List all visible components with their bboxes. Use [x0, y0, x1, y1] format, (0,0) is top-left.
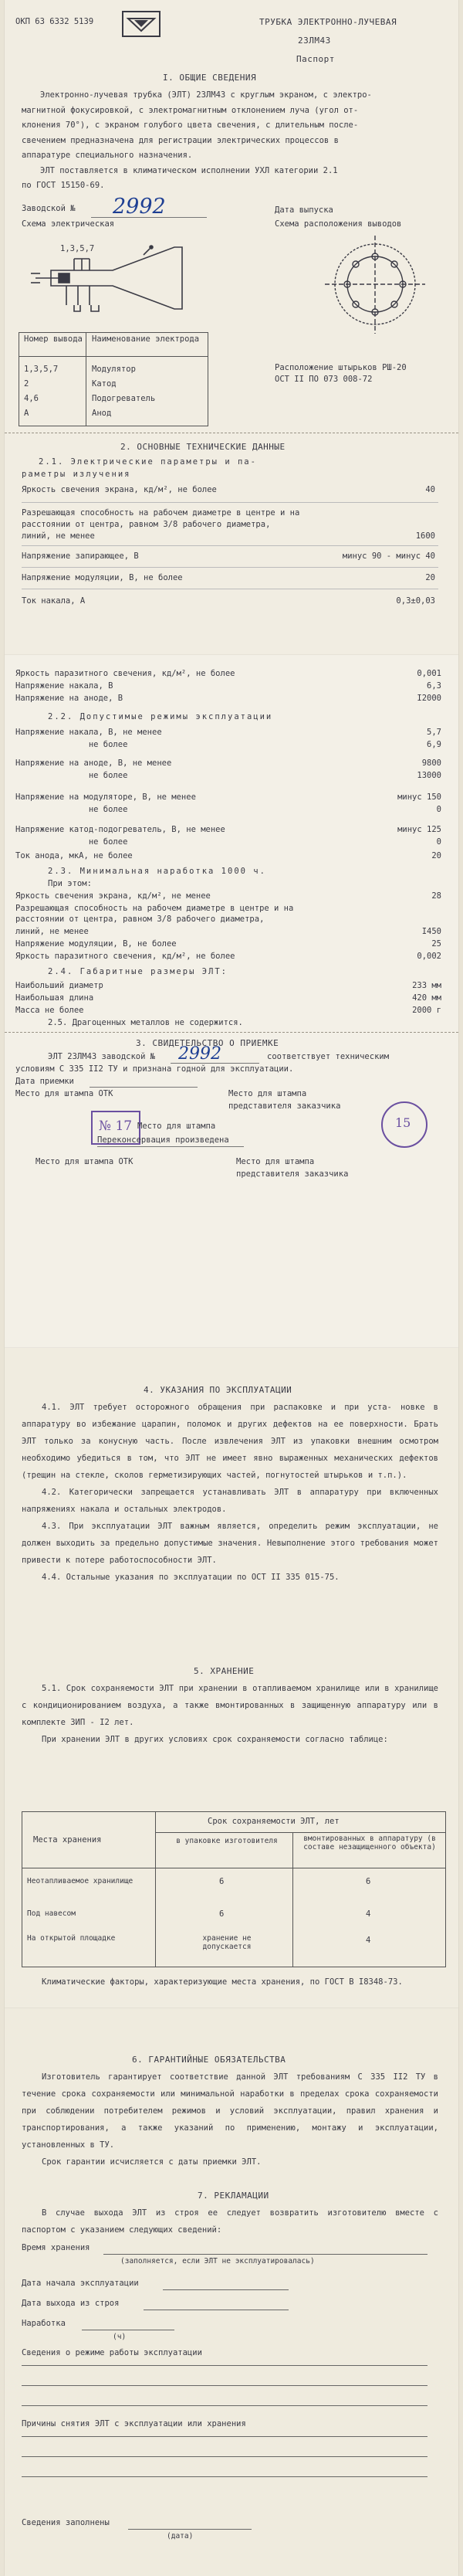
param-value: 20 — [425, 573, 435, 582]
dim-label: Наибольший диаметр — [15, 981, 103, 990]
customer-stamp-place-3: Место для штампа — [236, 1157, 315, 1166]
table-cell: 6 — [366, 1877, 371, 1886]
param-label: Напряжение накала, В — [15, 681, 113, 691]
passport-page-3 — [5, 1348, 458, 2008]
intro-line: магнитной фокусировкой, с электромагнитным отклонением луча (угол от- — [22, 105, 359, 115]
section-1-heading: I. ОБЩИЕ СВЕДЕНИЯ — [163, 73, 257, 83]
table-row: Под навесом — [27, 1909, 76, 1918]
param-label: Яркость свечения экрана, кд/м², не более — [22, 485, 217, 494]
pin-note-2: ОСТ II ПО 073 008-72 — [275, 375, 373, 384]
limit-value: 0 — [436, 805, 441, 814]
table-row: 2 — [24, 379, 29, 389]
sub-heading-2-1: 2.1. Электрические параметры и па- — [39, 457, 257, 467]
param-value: 6,3 — [427, 681, 441, 691]
table-row: A — [24, 409, 29, 418]
runtime-label: Наработка — [22, 2319, 66, 2328]
storage-time-label: Время хранения — [22, 2243, 90, 2252]
storage-para: 5.1. Срок сохраняемости ЭЛТ при хранении в отапливаемом хранилище или в хранилище с кондиционированием воздуха, а также вмонтированных в защищенную аппаратуру или в комплекте ЗИП - I2 лет. — [22, 1684, 438, 1727]
failure-date-label: Дата выхода из строя — [22, 2299, 120, 2308]
pin-table-header-number: Номер вывода — [24, 334, 83, 344]
table-cell: 4 — [366, 1936, 371, 1945]
table-cell: 6 — [219, 1877, 225, 1886]
sub-heading-2-3: 2.3. Минимальная наработка 1000 ч. — [48, 867, 266, 876]
limit-value: 9800 — [421, 759, 441, 768]
dim-label: Масса не более — [15, 1006, 84, 1015]
param-value: минус 90 - минус 40 — [342, 552, 435, 561]
param-label: Напряжение модуляции, В, не более — [22, 573, 183, 582]
table-row: Катод — [92, 379, 117, 389]
param-value: 0,001 — [417, 669, 441, 678]
limit-label: не более — [15, 771, 128, 780]
limit-label: Напряжение накала, В, не менее — [15, 728, 162, 737]
limit-value: 5,7 — [427, 728, 441, 737]
start-date-label: Дата начала эксплуатации — [22, 2279, 139, 2288]
customer-stamp-place-2: представителя заказчика — [228, 1101, 341, 1111]
pins-label: 1,3,5,7 — [60, 244, 95, 253]
life-label: Разрешающая способность на рабочем диаметре в центре и на — [15, 904, 294, 913]
section-3-heading: 3. СВИДЕТЕЛЬСТВО О ПРИЕМКЕ — [136, 1038, 279, 1048]
acceptance-line1-a: ЭЛТ 23ЛМ43 заводской № — [48, 1052, 156, 1061]
sub-heading-2-2: 2.2. Допустимые режимы эксплуатации — [48, 712, 273, 721]
life-value: I450 — [421, 927, 441, 936]
customer-round-stamp — [381, 1101, 428, 1148]
operation-para: 4.3. При эксплуатации ЭЛТ важным является, определить режим эксплуатации, не должен выходить за предельно допустимые значения. Невыполнение этого требования может привести к потере работоспособности ЭЛТ. — [22, 1522, 438, 1565]
intro-text — [22, 88, 372, 194]
table-cell: хранение не допускается — [202, 1934, 252, 1951]
param-label: Напряжение запирающее, В — [22, 552, 139, 561]
storage-time-field[interactable] — [103, 2254, 428, 2255]
mode-info-field-2[interactable] — [22, 2385, 428, 2386]
dim-label: Наибольшая длина — [15, 993, 94, 1003]
param-label: линий, не менее — [22, 531, 95, 541]
mode-info-field[interactable] — [22, 2365, 428, 2366]
runtime-unit: (ч) — [113, 2333, 127, 2341]
storage-table-header-term: Срок сохраняемости ЭЛТ, лет — [208, 1817, 340, 1826]
doc-title-line1: ТРУБКА ЭЛЕКТРОННО-ЛУЧЕВАЯ — [259, 17, 397, 27]
table-row: Неотапливаемое хранилище — [27, 1877, 133, 1885]
removal-reason-field-2[interactable] — [22, 2456, 428, 2457]
climate-footnote — [22, 1975, 438, 1989]
removal-reason-field[interactable] — [22, 2436, 428, 2437]
intro-line: по ГОСТ 15150-69. — [22, 181, 105, 190]
passport-page-4 — [5, 2008, 458, 2576]
customer-stamp-number: 15 — [395, 1115, 411, 1130]
limit-value: 20 — [431, 851, 441, 860]
acceptance-line1-b: соответствует техническим — [267, 1052, 390, 1061]
intro-line: аппаратуре специального назначения. — [22, 151, 193, 160]
dim-value: 420 мм — [412, 993, 441, 1003]
section-4-text — [22, 1399, 438, 1586]
okp-code: ОКП 63 6332 5139 — [15, 17, 94, 26]
table-row: На открытой площадке — [27, 1934, 116, 1943]
intro-line: Электронно-лучевая трубка (ЭЛТ) 23ЛМ43 с круглым экраном, с электро- — [40, 90, 372, 100]
sub-heading-2-1-cont: раметры излучения — [22, 470, 131, 479]
section-6-text — [22, 2069, 438, 2170]
removal-reason-field-3[interactable] — [22, 2476, 428, 2477]
limit-value: 0 — [436, 837, 441, 847]
intro-line: ЭЛТ поставляется в климатическом исполнении УХЛ категории 2.1 — [40, 165, 338, 175]
mode-info-field-3[interactable] — [22, 2405, 428, 2406]
limit-label: Напряжение катод-подогреватель, В, не менее — [15, 825, 225, 834]
table-row: 1,3,5,7 — [24, 365, 59, 374]
otk-stamp-number: № 17 — [99, 1118, 133, 1134]
filled-date-field[interactable] — [128, 2529, 252, 2530]
intro-line: свечением предназначена для регистрации электрических процессов в — [22, 135, 339, 145]
section-5-text — [22, 1680, 438, 1748]
table-row: Модулятор — [92, 365, 136, 374]
life-value: 0,002 — [417, 952, 441, 961]
param-value: 1600 — [415, 531, 435, 541]
otk-stamp-place-2: Место для штампа ОТК — [35, 1157, 133, 1166]
filled-info-label: Сведения заполнены — [22, 2518, 110, 2527]
release-date-label: Дата выпуска — [275, 205, 333, 215]
storage-table-header-place: Места хранения — [33, 1835, 102, 1845]
customer-stamp-place: Место для штампа — [228, 1089, 307, 1098]
life-label: Напряжение модуляции, В, не более — [15, 939, 177, 949]
filled-date-hint: (дата) — [167, 2532, 194, 2540]
table-row: Анод — [92, 409, 112, 418]
table-row: Подогреватель — [92, 394, 156, 403]
limit-label: Напряжение на аноде, В, не менее — [15, 759, 172, 768]
crt-schematic-diagram — [20, 232, 205, 324]
factory-logo — [122, 11, 161, 37]
param-label: Ток накала, А — [22, 596, 86, 606]
section-7-text — [22, 2204, 438, 2238]
mode-info-label: Сведения о режиме работы эксплуатации — [22, 2348, 202, 2357]
life-label: линий, не менее — [15, 927, 89, 936]
param-label: Разрешающая способность на рабочем диаметре в центре и на — [22, 508, 300, 518]
doc-type: Паспорт — [296, 54, 335, 64]
dim-value: 233 мм — [412, 981, 441, 990]
storage-table-header-pack: в упаковке изготовителя — [176, 1837, 278, 1845]
model-number: 23ЛМ43 — [298, 36, 331, 46]
table-cell: 4 — [366, 1909, 371, 1919]
pin-note-1: Расположение штырьков РШ-20 — [275, 363, 407, 372]
limit-label: не более — [15, 837, 128, 847]
section-5-heading: 5. ХРАНЕНИЕ — [194, 1666, 255, 1676]
guarantee-para: Срок гарантии исчисляется с даты приемки ЭЛТ. — [42, 2157, 262, 2167]
limit-value: минус 125 — [397, 825, 441, 834]
life-label: Яркость свечения экрана, кд/м², не менее — [15, 891, 211, 901]
footnote-text: Климатические факторы, характеризующие места хранения, по ГОСТ В I8348-73. — [42, 1977, 403, 1987]
param-value: 40 — [425, 485, 435, 494]
param-value: 0,3±0,03 — [396, 596, 435, 606]
limit-label: Ток анода, мкА, не более — [15, 851, 133, 860]
operation-para: 4.2. Категорически запрещается устанавливать ЭЛТ в аппаратуру при включенных напряжениях накала и остальных электродов. — [22, 1488, 438, 1514]
limit-label: не более — [15, 740, 128, 749]
section-4-heading: 4. УКАЗАНИЯ ПО ЭКСПЛУАТАЦИИ — [144, 1385, 292, 1395]
limit-label: Напряжение на модуляторе, В, не менее — [15, 792, 196, 802]
pin-table-numbers — [24, 362, 58, 421]
acceptance-date-label: Дата приемки — [15, 1077, 74, 1086]
limit-value: 13000 — [417, 771, 441, 780]
acceptance-line2: условиям С 335 II2 ТУ и признана годной для эксплуатации. — [15, 1064, 294, 1074]
customer-stamp-place-4: представителя заказчика — [236, 1169, 349, 1179]
sub-heading-2-4: 2.4. Габаритные размеры ЭЛТ: — [48, 967, 228, 976]
limit-value: минус 150 — [397, 792, 441, 802]
guarantee-para: Изготовитель гарантирует соответствие данной ЭЛТ требованиям С 335 II2 ТУ в течение срока сохраняемости или минимальной наработки в пределах срока сохраняемости при соблюдении потребителем режимов и условий эксплуатации, правил хранения и транспортирования, а также указаний по применению, монтажу и эксплуатации, установленных в ТУ. — [22, 2072, 438, 2150]
table-cell: 6 — [219, 1909, 225, 1919]
param-label: Напряжение на аноде, В — [15, 694, 123, 703]
claims-para: В случае выхода ЭЛТ из строя ее следует возвратить изготовителю вместе с паспортом с указанием следующих сведений: — [22, 2208, 438, 2235]
serial-handwritten: 2992 — [113, 195, 166, 219]
removal-reason-label: Причины снятия ЭЛТ с эксплуатации или хранения — [22, 2419, 246, 2428]
pin-layout-diagram — [317, 232, 433, 340]
pinout-label: Схема расположения выводов — [275, 219, 402, 229]
storage-table — [22, 1811, 446, 1967]
limit-value: 6,9 — [427, 740, 441, 749]
schematic-label: Схема электрическая — [22, 219, 115, 229]
pin-table-header-electrode: Наименование электрода — [92, 334, 200, 344]
sub-2-3-note: При этом: — [48, 879, 92, 888]
passport-page-1 — [5, 0, 458, 655]
operation-para: 4.4. Остальные указания по эксплуатации по ОСТ II 335 015-75. — [42, 1573, 340, 1582]
otk-stamp-place: Место для штампа ОТК — [15, 1089, 113, 1098]
life-value: 25 — [431, 939, 441, 949]
section-7-heading: 7. РЕКЛАМАЦИИ — [198, 2191, 269, 2201]
param-label: Яркость паразитного свечения, кд/м², не более — [15, 669, 235, 678]
acceptance-serial-handwritten: 2992 — [178, 1044, 221, 1064]
serial-underline — [91, 217, 207, 218]
start-date-field[interactable] — [163, 2289, 289, 2290]
limit-label: не более — [15, 805, 128, 814]
life-value: 28 — [431, 891, 441, 901]
intro-line: клонения 70°), с экраном голубого цвета свечения, с длительным после- — [22, 120, 359, 130]
life-label: расстоянии от центра, равном 3/8 рабочего диаметра, — [15, 915, 265, 924]
storage-time-hint: (заполняется, если ЭЛТ не эксплуатировалась) — [120, 2257, 315, 2265]
repack-done-label: Переконсервация произведена — [97, 1135, 229, 1145]
storage-table-header-mount: вмонтированных в аппаратуру (в составе незащищенного объекта) — [303, 1834, 436, 1851]
operation-para: 4.1. ЭЛТ требует осторожного обращения при распаковке и при уста- новке в аппаратуру во избежание царапин, поломок и других дефектов на ее поверхности. Брать ЭЛТ только за конусную часть. После извлечения ЭЛТ из упаковки внешним осмотром необходимо убедиться в том, что ЭЛТ не имеет явно выраженных механических дефектов (трещин на стекле, сколов герметизирующих частей, погнутостей штырьков и т.п.). — [22, 1403, 438, 1480]
table-row: 4,6 — [24, 394, 39, 403]
dim-value: 2000 г — [412, 1006, 441, 1015]
life-label: Яркость паразитного свечения, кд/м², не более — [15, 952, 235, 961]
serial-label: Заводской № — [22, 204, 76, 213]
storage-para: При хранении ЭЛТ в других условиях срок сохраняемости согласно таблице: — [42, 1735, 388, 1744]
repack-stamp-label: Место для штампа — [137, 1122, 216, 1131]
passport-page-2 — [5, 655, 458, 1348]
param-label: расстоянии от центра, равном 3/8 рабочего диаметра, — [22, 520, 271, 529]
section-6-heading: 6. ГАРАНТИЙНЫЕ ОБЯЗАТЕЛЬСТВА — [132, 2055, 286, 2065]
precious-metals-note: 2.5. Драгоценных металлов не содержится. — [48, 1018, 243, 1027]
pin-table-names — [92, 362, 155, 421]
param-value: I2000 — [417, 694, 441, 703]
pin-table — [19, 332, 208, 426]
section-2-heading: 2. ОСНОВНЫЕ ТЕХНИЧЕСКИЕ ДАННЫЕ — [120, 442, 286, 452]
